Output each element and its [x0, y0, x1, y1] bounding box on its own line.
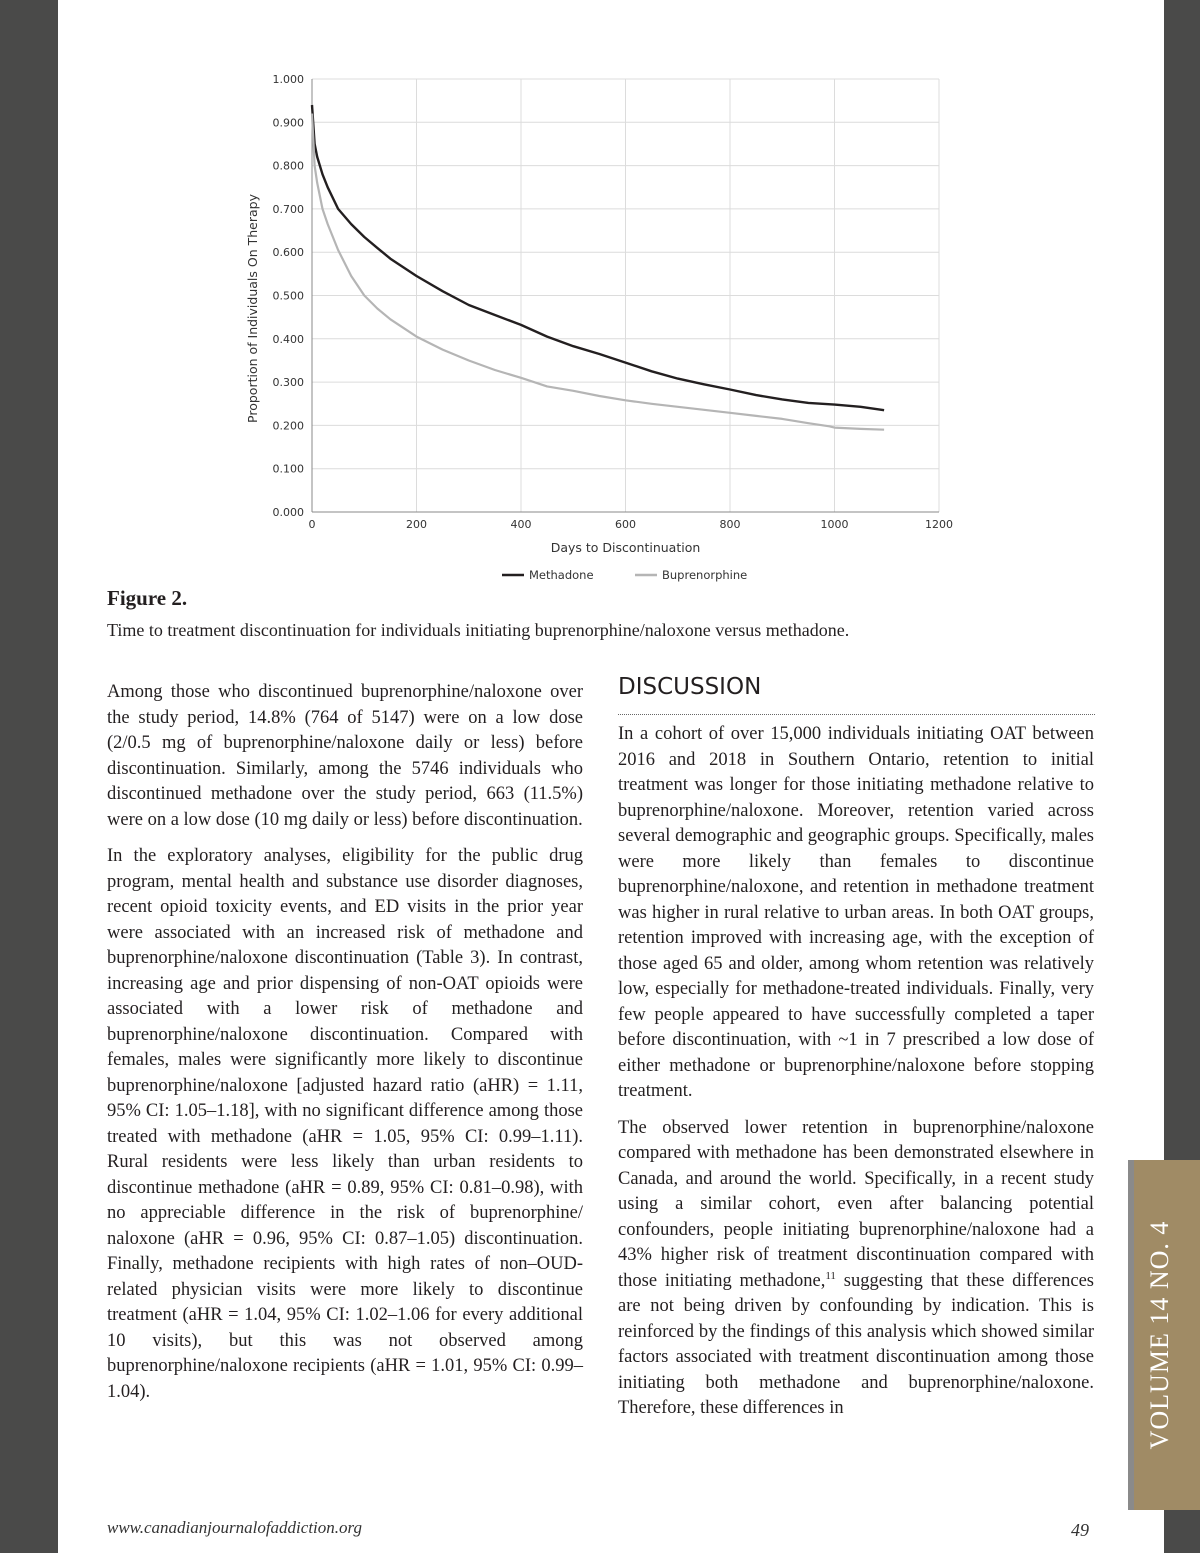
x-tick-label: 600 [615, 518, 636, 531]
y-tick-label: 0.200 [272, 419, 304, 433]
y-tick-label: 0.500 [272, 289, 304, 303]
figure-label: Figure 2. [107, 586, 188, 610]
x-tick-label: 800 [719, 518, 741, 531]
y-tick-label: 0.400 [272, 332, 304, 346]
y-tick-label: 0.800 [272, 159, 304, 173]
legend-label-buprenorphine: Buprenorphine [662, 568, 748, 582]
x-tick-label: 200 [406, 518, 427, 531]
legend-label-methadone: Methadone [529, 568, 594, 582]
left-paragraph-1: Among those who discontinued buprenorphine/naloxone over the study period, 14.8% (764 of 5147) were on a low dose (2/0.5 mg of buprenorphine/naloxone daily or less) before discontinuation. Similarly, among the 5746 individuals who discontinued methadone over the study period, 663 (11.5%) were on a low dose (10 mg daily or less) before discontinuation. [107, 682, 583, 830]
left-column [107, 680, 583, 1416]
y-tick-label: 0.300 [272, 376, 304, 390]
y-axis-title: Proportion of Individuals On Therapy [245, 194, 260, 423]
x-axis-title: Days to Discontinuation [550, 540, 701, 555]
y-tick-label: 0.900 [272, 116, 304, 130]
x-tick-label: 1000 [820, 518, 849, 531]
y-tick-label: 0.600 [272, 246, 304, 260]
retention-chart [230, 65, 970, 585]
x-tick-label: 400 [510, 518, 532, 531]
y-tick-label: 0.000 [272, 506, 304, 519]
discussion-paragraph-1: In a cohort of over 15,000 individuals initiating OAT between 2016 and 2018 in Southern Ontario, retention to initial treatment was longer for those initiating methadone relative to buprenorphine/naloxone. Moreover, retention varied across several demographic and geographic groups. Specifically, males were more likely than females to discontinue buprenorphine/naloxone, and retention in methadone treatment was higher in rural relative to urban areas. In both OAT groups, retention improved with increasing age, with the exception of those aged 65 and older, among whom retention was relatively low, especially for methadone-treated individuals. Finally, very few people appeared to have successfully completed a taper before discontinuation, with ~1 in 7 prescribed a low dose of either methadone or buprenorphine/naloxone before stopping treatment. [618, 724, 1094, 1101]
discussion-divider [618, 714, 1095, 715]
page-number: 49 [1071, 1520, 1089, 1540]
discussion-p2-part-a: The observed lower retention in buprenorphine/naloxone compared with methadone has been demonstrated elsewhere in Canada, and around the world. Specifically, in a recent study using a similar cohort, even after balancing potential confounders, people initiating buprenorphine/naloxone had a 43% higher risk of treatment discontinuation compared with those initiating methadone, [618, 1117, 1094, 1291]
y-tick-label: 0.100 [272, 462, 304, 476]
volume-label: VOLUME 14 NO. 4 [1145, 1220, 1174, 1450]
y-tick-label: 0.700 [272, 202, 304, 216]
series-line-methadone [312, 105, 884, 410]
discussion-heading: DISCUSSION [618, 674, 762, 700]
reference-superscript: 11 [825, 1269, 836, 1282]
right-column [618, 722, 1094, 1433]
y-tick-label: 1.000 [272, 73, 304, 86]
x-tick-label: 1200 [925, 518, 953, 531]
discussion-p2-part-b: suggesting that these differences are not being driven by confounding by indication. This is reinforced by the findings of this analysis which showed similar factors associated with treatment discontinuation among those initiating both methadone and buprenorphine/naloxone. Therefore, these differences in [618, 1270, 1095, 1418]
footer-url[interactable]: www.canadianjournalofaddiction.org [107, 1518, 363, 1537]
x-tick-label: 0 [308, 518, 316, 531]
figure-caption: Time to treatment discontinuation for individuals initiating buprenorphine/naloxone versus methadone. [107, 620, 850, 640]
left-paragraph-2: In the exploratory analyses, eligibility for the public drug program, mental health and substance use disorder diagnoses, recent opioid toxicity events, and ED visits in the prior year were associated with an increased risk of methadone and buprenorphine/naloxone discontinuation (Table 3). In contrast, increasing age and prior dispensing of non-OAT opioids were associated with a lower risk of methadone and buprenorphine/naloxone discontinuation. Compared with females, males were significantly more likely to discontinue buprenorphine/naloxone [adjusted hazard ratio (aHR) = 1.11, 95% CI: 1.05–1.18], with no significant difference among those treated with methadone (aHR = 1.05, 95% CI: 0.99–1.11). Rural residents were less likely than urban residents to discontinue methadone (aHR = 0.89, 95% CI: 0.81–0.98), with no appreciable difference in the risk of buprenorphine/ naloxone (aHR = 0.96, 95% CI: 0.87–1.05) discontinuation. Finally, methadone recipients with high rates of non–OUD-related physician visits were more likely to discontinue treatment (aHR = 1.04, 95% CI: 1.02–1.06 for every additional 10 visits), but this was not observed among buprenorphine/naloxone recipients (aHR = 1.01, 95% CI: 0.99–1.04). [107, 846, 583, 1402]
discussion-paragraph-2 [618, 1116, 1094, 1422]
